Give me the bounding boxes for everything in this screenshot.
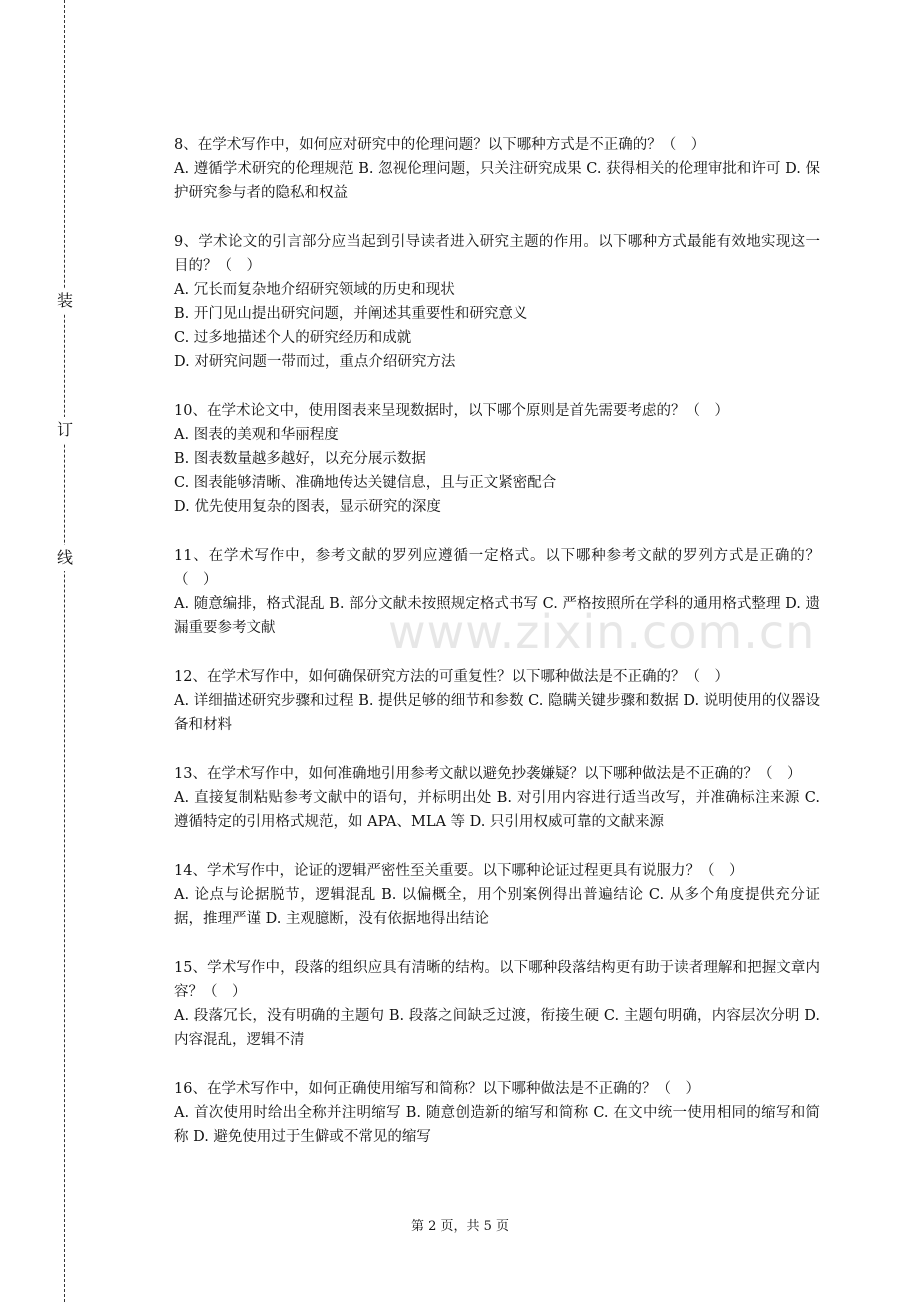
- question-stem: 10、在学术论文中，使用图表来呈现数据时，以下哪个原则是首先需要考虑的？（ ）: [174, 403, 729, 419]
- question-option-c: C. 图表能够清晰、准确地传达关键信息，且与正文紧密配合: [174, 475, 557, 491]
- page-number-footer: 第 2 页，共 5 页: [410, 1219, 510, 1234]
- question-options: A. 段落冗长，没有明确的主题句 B. 段落之间缺乏过渡，衔接生硬 C. 主题句明确，内容层次分明 D. 内容混乱，逻辑不清: [174, 1008, 820, 1048]
- binding-label-xian: 线: [54, 545, 76, 571]
- question-options: A. 遵循学术研究的伦理规范 B. 忽视伦理问题，只关注研究成果 C. 获得相关的伦理审批和许可 D. 保护研究参与者的隐私和权益: [174, 161, 820, 201]
- question-option-b: B. 开门见山提出研究问题，并阐述其重要性和研究意义: [174, 306, 528, 322]
- question-14: [174, 859, 820, 931]
- question-options: A. 首次使用时给出全称并注明缩写 B. 随意创造新的缩写和简称 C. 在文中统一使用相同的缩写和简称 D. 避免使用过于生僻或不常见的缩写: [174, 1105, 820, 1145]
- question-option-a: A. 图表的美观和华丽程度: [174, 427, 339, 443]
- question-9: [174, 230, 820, 374]
- question-option-c: C. 过多地描述个人的研究经历和成就: [174, 330, 412, 346]
- question-16: [174, 1077, 820, 1149]
- question-stem: 11、在学术写作中，参考文献的罗列应遵循一定格式。以下哪种参考文献的罗列方式是正确的？（ ）: [174, 548, 820, 588]
- question-12: [174, 665, 820, 737]
- question-stem: 13、在学术写作中，如何准确地引用参考文献以避免抄袭嫌疑？以下哪种做法是不正确的？（ ）: [174, 766, 802, 782]
- question-11: [174, 544, 820, 640]
- question-13: [174, 762, 820, 834]
- binding-label-ding: 订: [54, 417, 76, 443]
- question-options: A. 直接复制粘贴参考文献中的语句，并标明出处 B. 对引用内容进行适当改写，并准确标注来源 C. 遵循特定的引用格式规范，如 APA、MLA 等 D. 只引用权威可靠的文献来源: [174, 790, 820, 830]
- binding-dashed-line: [64, 0, 65, 1302]
- question-stem: 16、在学术写作中，如何正确使用缩写和简称？以下哪种做法是不正确的？（ ）: [174, 1081, 700, 1097]
- question-stem: 15、学术写作中，段落的组织应具有清晰的结构。以下哪种段落结构更有助于读者理解和把握文章内容？（ ）: [174, 960, 820, 1000]
- question-option-b: B. 图表数量越多越好，以充分展示数据: [174, 451, 426, 467]
- question-10: [174, 399, 820, 519]
- question-stem: 8、在学术写作中，如何应对研究中的伦理问题？以下哪种方式是不正确的？（ ）: [174, 137, 706, 153]
- question-stem: 12、在学术写作中，如何确保研究方法的可重复性？以下哪种做法是不正确的？（ ）: [174, 669, 729, 685]
- question-stem: 9、学术论文的引言部分应当起到引导读者进入研究主题的作用。以下哪种方式最能有效地实现这一目的？（ ）: [174, 234, 820, 274]
- question-stem: 14、学术写作中，论证的逻辑严密性至关重要。以下哪种论证过程更具有说服力？（ ）: [174, 863, 744, 879]
- question-8: [174, 133, 820, 205]
- question-list: [174, 133, 820, 1174]
- question-option-d: D. 对研究问题一带而过，重点介绍研究方法: [174, 354, 456, 370]
- question-option-d: D. 优先使用复杂的图表，显示研究的深度: [174, 499, 441, 515]
- watermark: www.zixin.com.cn: [388, 605, 816, 659]
- question-options: A. 随意编排，格式混乱 B. 部分文献未按照规定格式书写 C. 严格按照所在学科的通用格式整理 D. 遗漏重要参考文献: [174, 596, 820, 636]
- binding-label-zhuang: 装: [54, 288, 76, 314]
- question-options: A. 详细描述研究步骤和过程 B. 提供足够的细节和参数 C. 隐瞒关键步骤和数据 D. 说明使用的仪器设备和材料: [174, 693, 820, 733]
- question-option-a: A. 冗长而复杂地介绍研究领域的历史和现状: [174, 282, 455, 298]
- question-options: A. 论点与论据脱节，逻辑混乱 B. 以偏概全，用个别案例得出普遍结论 C. 从多个角度提供充分证据，推理严谨 D. 主观臆断，没有依据地得出结论: [174, 887, 820, 927]
- question-15: [174, 956, 820, 1052]
